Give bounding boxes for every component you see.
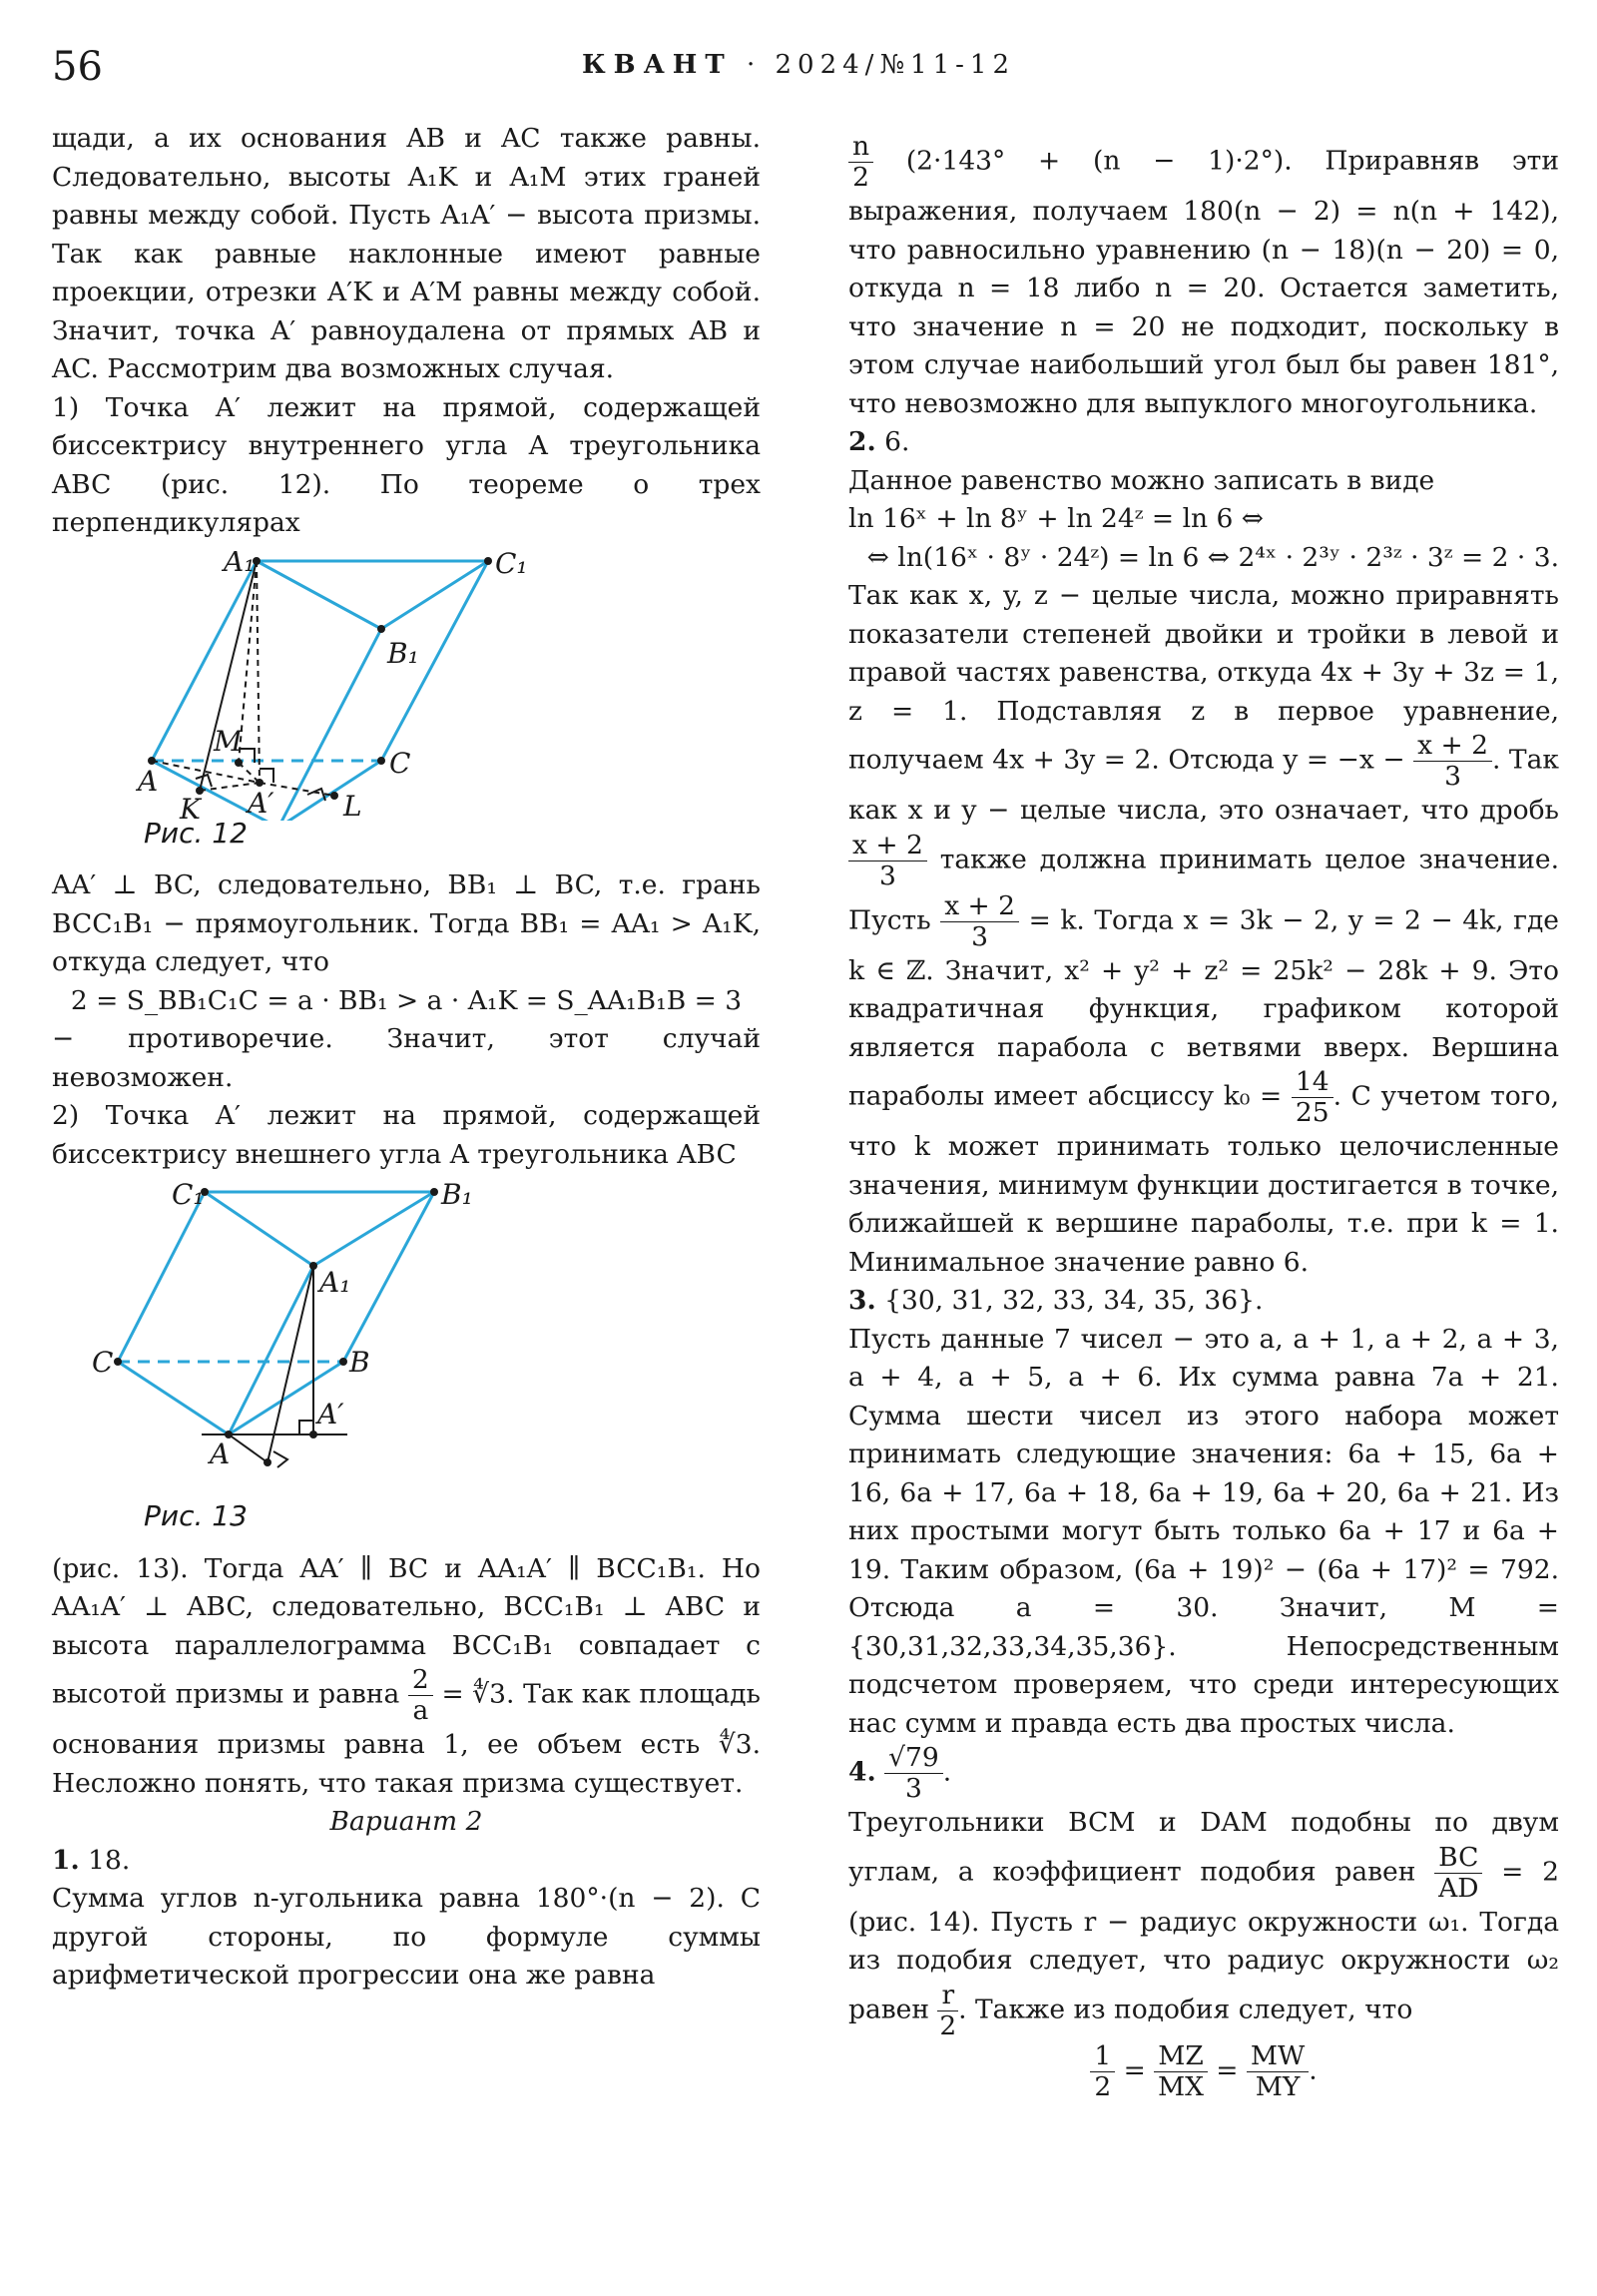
right-angle-mark [273,1451,287,1467]
paragraph: Треугольники BCM и DAM подобны по двум углам, а коэффициент подобия равен $\frac{BC}{AD}$ = 2 (рис. 14). Пусть r − радиус окружности ω₁. Тогда из подобия следует, что радиус окружности ω₂ равен $\frac{r}{2}$ . Также из подобия следует, что [848,1807,1559,2041]
edge-BB1 [278,629,381,821]
paragraph: − противоречие. Значит, этот случай невозможен. [52,1023,761,1093]
paragraph: Пусть данные 7 чисел − это a, a + 1, a + 2, a + 3, a + 4, a + 5, a + 6. Их сумма равна 7a + 21. Сумма шести чисел из этого набора может принимать следующие значения: 6a + 15, 6a + 16, 6a + 17, 6a + 18, 6a + 19, 6a + 20, 6a + 21. Из них простыми могут быть только 6a + 17 и 6a + 19. Таким образом, (6a + 19)² − (6a + 17)² = 792. Отсюда a = 30. Значит, M = {30,31,32,33,34,35,36}. Непосредственным подсчетом проверяем, что среди интересующих нас сумм и правда есть два простых числа. [848,1323,1559,1739]
fraction: $\frac{2}{a}$ [408,1665,433,1726]
paragraph: Так как x, y, z − целые числа, можно приравнять показатели степеней двойки и тройки в левой и правой частях равенства, откуда 4x + 3y + 3z = 1, z = 1. Подставляя z в первое уравнение, получаем 4x + 3y = 2. Отсюда y = −x − $\frac{x + 2}{3}$ . Так как x и y − целые числа, это означает, что дробь $\frac{x + 2}{3}$ также должна принимать целое значение. Пусть $\frac{x + 2}{3}$ = k. Тогда x = 3k − 2, y = 2 − 4k, где k ∈ ℤ. Значит, x² + y² + z² = 25k² − 28k + 9. Это квадратичная функция, графиком которой является парабола с ветвями вверх. Вершина параболы имеет абсциссу k₀ = $\frac{14}{25}$ . С учетом того, что k может принимать только целочисленные значения, минимум функции достигается в точке, ближайшей к вершине параболы, т.е. при k = 1. Минимальное значение равно 6. [848,580,1559,1278]
figure-13 [52,1182,761,1501]
label-A: A [210,1437,231,1470]
answer-4: 4. $\frac{√79}{3}$ . [848,1742,952,1804]
label-C1: C₁ [172,1182,205,1211]
label-C: C [92,1346,114,1379]
fraction: $\frac{r}{2}$ [939,1979,957,2041]
edge-B1B [343,1192,434,1362]
figure-caption: Рис. 13 [144,1499,248,1532]
equation: $\frac{1}{2}$ = $\frac{MZ}{MX}$ = $\frac{MW}{MY}$ . [848,2041,1559,2102]
label-A: A [138,764,159,798]
answer-2: 2. 6. [848,426,910,457]
paragraph: (рис. 13). Тогда AA′ ∥ BC и AA₁A′ ∥ BCC₁B₁. Но AA₁A′ ⊥ ABC, следовательно, BCC₁B₁ ⊥ ABC и высота параллелограмма BCC₁B₁ совпадает с высотой призмы и равна $\frac{2}{a}$ = ∜3. Так как площадь основания призмы равна 1, ее объем есть ∜3. Несложно понять, что такая призма существует. [52,1552,761,1799]
line-A1K [267,1266,313,1462]
paragraph: AA′ ⊥ BC, следовательно, BB₁ ⊥ BC, т.е. грань BCC₁B₁ − прямоугольник. Тогда BB₁ = AA₁ > A₁K, откуда следует, что [52,869,761,977]
label-C1: C₁ [495,550,528,580]
edge-A1B1 [257,561,381,629]
figure-caption: Рис. 12 [144,816,248,850]
paragraph: 1) Точка A′ лежит на прямой, содержащей биссектрису внутреннего угла A треугольника ABC (рис. 12). По теореме о трех перпендикулярах [52,391,761,538]
figure-12 [52,551,761,821]
label-C: C [389,746,411,780]
paragraph: Данное равенство можно записать в виде [848,464,1435,496]
paragraph: Сумма углов n-угольника равна 180°·(n − 2). С другой стороны, по формуле суммы арифметической прогрессии она же равна [52,1883,761,1991]
paragraph: 2) Точка A′ лежит на прямой, содержащей биссектрису внешнего угла A треугольника ABC [52,1100,761,1170]
equation: ln 16ˣ + ln 8ʸ + ln 24ᶻ = ln 6 ⇔ [848,503,1265,534]
edge-BC [278,761,381,821]
equation: 2 = S_BB₁C₁C = a · BB₁ > a · A₁K = S_AA₁B₁B = 3 [70,984,743,1016]
running-head [0,50,1597,80]
edge-C1C [118,1192,205,1362]
label-B1: B₁ [387,636,419,670]
answer-1: 1. 18. [52,1844,131,1876]
fraction: $\frac{x + 2}{3}$ [1413,731,1492,792]
label-A-prime: A′ [248,786,274,820]
right-column [848,132,1559,2102]
label-K: K [180,792,201,821]
label-A-prime: A′ [317,1398,344,1431]
fraction: $\frac{x + 2}{3}$ [940,891,1019,952]
fraction: $\frac{n}{2}$ [848,132,873,193]
fraction: $\frac{14}{25}$ [1292,1067,1333,1128]
issue-number: · 2024/№11-12 [746,50,1015,80]
fraction: $\frac{BC}{AD}$ [1434,1843,1482,1904]
line-A1Ap [257,561,260,783]
line-AK [229,1435,267,1462]
page-number: 56 [52,44,103,90]
label-L: L [343,789,362,821]
label-A1: A₁ [224,550,256,578]
left-column [52,120,761,1996]
edge-CA [118,1362,229,1435]
variant-heading: Вариант 2 [329,1806,483,1837]
edge-B1C1 [381,561,488,629]
label-B: B [349,1346,370,1379]
label-B1: B₁ [441,1182,473,1211]
edge-C1A1 [205,1192,313,1266]
paragraph: щади, а их основания AB и AC также равны. Следовательно, высоты A₁K и A₁M этих граней равны между собой. Пусть A₁A′ − высота призмы. Так как равные наклонные имеют равные проекции, отрезки A′K и A′M равны между собой. Значит, точка A′ равноудалена от прямых AB и AC. Рассмотрим два возможных случая. [52,123,761,384]
journal-title: КВАНТ [582,50,733,80]
equation: ⇔ ln(16ˣ · 8ʸ · 24ᶻ) = ln 6 ⇔ 2⁴ˣ · 2³ʸ · 2³ᶻ · 3ᶻ = 2 · 3. [866,541,1559,573]
answer-3: 3. {30, 31, 32, 33, 34, 35, 36}. [848,1285,1264,1316]
paragraph: $\frac{n}{2}$ (2·143° + (n − 1)·2°). Приравняв эти выражения, получаем 180(n − 2) = n(n + 142), что равносильно уравнению (n − 18)(n − 20) = 0, откуда n = 18 либо n = 20. Остается заметить, что значение n = 20 не подходит, поскольку в этом случае наибольший угол был бы равен 181°, что невозможно для выпуклого многоугольника. [848,131,1559,419]
label-M: M [214,724,243,758]
label-A1: A₁ [319,1266,351,1299]
fraction: $\frac{√79}{3}$ [884,1743,943,1804]
fraction: $\frac{x + 2}{3}$ [848,831,927,891]
